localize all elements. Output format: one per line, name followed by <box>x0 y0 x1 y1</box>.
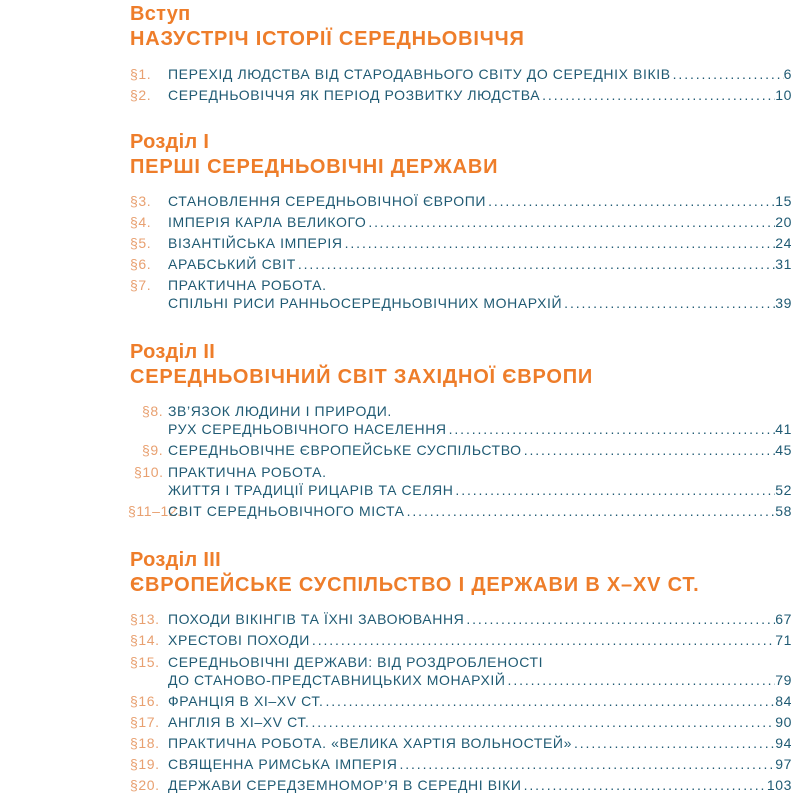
entry-title: АРАБСЬКИЙ СВІТ <box>168 256 296 272</box>
leader-dots <box>540 87 775 104</box>
paragraph-number: §14. <box>130 632 160 648</box>
section-intro <box>130 2 525 52</box>
entry-title-first-line: ПРАКТИЧНА РОБОТА. <box>168 277 327 293</box>
entry-title: ІМПЕРІЯ КАРЛА ВЕЛИКОГО <box>168 214 367 230</box>
paragraph-number: §1. <box>130 66 152 82</box>
section-label: Розділ І <box>130 131 210 153</box>
leader-dots <box>464 611 775 628</box>
leader-dots <box>405 503 776 520</box>
leader-dots <box>296 256 775 273</box>
paragraph-number: §6. <box>130 256 152 272</box>
page-number: 97 <box>775 756 792 772</box>
page-number: 103 <box>766 777 792 793</box>
paragraph-number: §10. <box>134 464 164 480</box>
section-title: НАЗУСТРІЧ ІСТОРІЇ СЕРЕДНЬОВІЧЧЯ <box>130 28 525 50</box>
page-number: 58 <box>775 503 792 519</box>
leader-dots <box>397 756 775 773</box>
section-3 <box>130 548 699 598</box>
paragraph-number: §11–12. <box>128 503 182 519</box>
leader-dots <box>671 66 784 83</box>
paragraph-number: §20. <box>130 777 160 793</box>
toc-entry[interactable] <box>130 464 792 502</box>
page-number: 79 <box>775 672 792 688</box>
entry-title: ФРАНЦІЯ В ХІ–XV СТ. <box>168 693 324 709</box>
section-title: ПЕРШІ СЕРЕДНЬОВІЧНІ ДЕРЖАВИ <box>130 156 499 178</box>
paragraph-number: §18. <box>130 735 160 751</box>
leader-dots <box>506 672 776 689</box>
paragraph-number: §5. <box>130 235 152 251</box>
section-title: СЕРЕДНЬОВІЧНИЙ СВІТ ЗАХІДНОЇ ЄВРОПИ <box>130 366 594 388</box>
entry-title: ВІЗАНТІЙСЬКА ІМПЕРІЯ <box>168 235 343 251</box>
entry-title: ДЕРЖАВИ СЕРЕДЗЕМНОМОР’Я В СЕРЕДНІ ВІКИ <box>168 777 522 793</box>
paragraph-number: §9. <box>142 442 164 458</box>
paragraph-number: §4. <box>130 214 152 230</box>
leader-dots <box>366 214 775 231</box>
page-number: 71 <box>775 632 792 648</box>
page-number: 84 <box>775 693 792 709</box>
toc-entry[interactable] <box>130 654 792 692</box>
section-1 <box>130 130 498 180</box>
leader-dots <box>323 693 775 710</box>
page-number: 15 <box>775 193 792 209</box>
toc-entry[interactable] <box>130 277 792 315</box>
entry-title: РУХ СЕРЕДНЬОВІЧНОГО НАСЕЛЕННЯ <box>168 421 447 437</box>
leader-dots <box>343 235 776 252</box>
leader-dots <box>310 632 775 649</box>
entry-title: ЖИТТЯ І ТРАДИЦІЇ РИЦАРІВ ТА СЕЛЯН <box>168 482 454 498</box>
page-number: 31 <box>775 256 792 272</box>
toc-entry[interactable] <box>130 403 792 441</box>
section-title: ЄВРОПЕЙСЬКЕ СУСПІЛЬСТВО І ДЕРЖАВИ В Х–XV СТ. <box>130 574 700 596</box>
page-number: 20 <box>775 214 792 230</box>
page-number: 90 <box>775 714 792 730</box>
paragraph-number: §15. <box>130 654 160 670</box>
paragraph-number: §19. <box>130 756 160 772</box>
leader-dots <box>486 193 775 210</box>
entry-title: ХРЕСТОВІ ПОХОДИ <box>168 632 310 648</box>
page-number: 24 <box>775 235 792 251</box>
leader-dots <box>562 295 775 312</box>
entry-title: СВЯЩЕННА РИМСЬКА ІМПЕРІЯ <box>168 756 398 772</box>
leader-dots <box>447 421 776 438</box>
paragraph-number: §2. <box>130 87 152 103</box>
entry-title-first-line: ПРАКТИЧНА РОБОТА. <box>168 464 327 480</box>
page-number: 10 <box>775 87 792 103</box>
entry-title: СТАНОВЛЕННЯ СЕРЕДНЬОВІЧНОЇ ЄВРОПИ <box>168 193 487 209</box>
paragraph-number: §7. <box>130 277 152 293</box>
section-label: Розділ ІІІ <box>130 549 221 571</box>
leader-dots <box>309 714 775 731</box>
paragraph-number: §17. <box>130 714 160 730</box>
entry-title: ПОХОДИ ВІКІНГІВ ТА ЇХНІ ЗАВОЮВАННЯ <box>168 611 465 627</box>
paragraph-number: §13. <box>130 611 160 627</box>
section-label: Вступ <box>130 3 191 25</box>
entry-title: ДО СТАНОВО-ПРЕДСТАВНИЦЬКИХ МОНАРХІЙ <box>168 672 506 688</box>
entry-title: СЕРЕДНЬОВІЧЧЯ ЯК ПЕРІОД РОЗВИТКУ ЛЮДСТВА <box>168 87 541 103</box>
page-number: 39 <box>775 295 792 311</box>
page-number: 52 <box>775 482 792 498</box>
page-number: 41 <box>775 421 792 437</box>
page-number: 67 <box>775 611 792 627</box>
entry-title: СВІТ СЕРЕДНЬОВІЧНОГО МІСТА <box>168 503 405 519</box>
section-label: Розділ ІІ <box>130 341 216 363</box>
paragraph-number: §8. <box>142 403 164 419</box>
entry-title-first-line: СЕРЕДНЬОВІЧНІ ДЕРЖАВИ: ВІД РОЗДРОБЛЕНОСТІ <box>168 654 544 670</box>
entry-title: АНГЛІЯ В ХІ–XV СТ. <box>168 714 310 730</box>
entry-title: СЕРЕДНЬОВІЧНЕ ЄВРОПЕЙСЬКЕ СУСПІЛЬСТВО <box>168 442 522 458</box>
section-2 <box>130 340 593 390</box>
entry-title: ПЕРЕХІД ЛЮДСТВА ВІД СТАРОДАВНЬОГО СВІТУ ДО СЕРЕДНІХ ВІКІВ <box>168 66 671 82</box>
paragraph-number: §16. <box>130 693 160 709</box>
leader-dots <box>572 735 775 752</box>
entry-title: ПРАКТИЧНА РОБОТА. «ВЕЛИКА ХАРТІЯ ВОЛЬНОСТЕЙ» <box>168 735 572 751</box>
entry-title-first-line: ЗВ’ЯЗОК ЛЮДИНИ І ПРИРОДИ. <box>168 403 392 419</box>
page-number: 6 <box>783 66 792 82</box>
leader-dots <box>453 482 775 499</box>
paragraph-number: §3. <box>130 193 152 209</box>
page-number: 94 <box>775 735 792 751</box>
leader-dots <box>522 442 776 459</box>
entry-title: СПІЛЬНІ РИСИ РАННЬОСЕРЕДНЬОВІЧНИХ МОНАРХІЙ <box>168 295 563 311</box>
page-number: 45 <box>775 442 792 458</box>
leader-dots <box>522 777 767 794</box>
